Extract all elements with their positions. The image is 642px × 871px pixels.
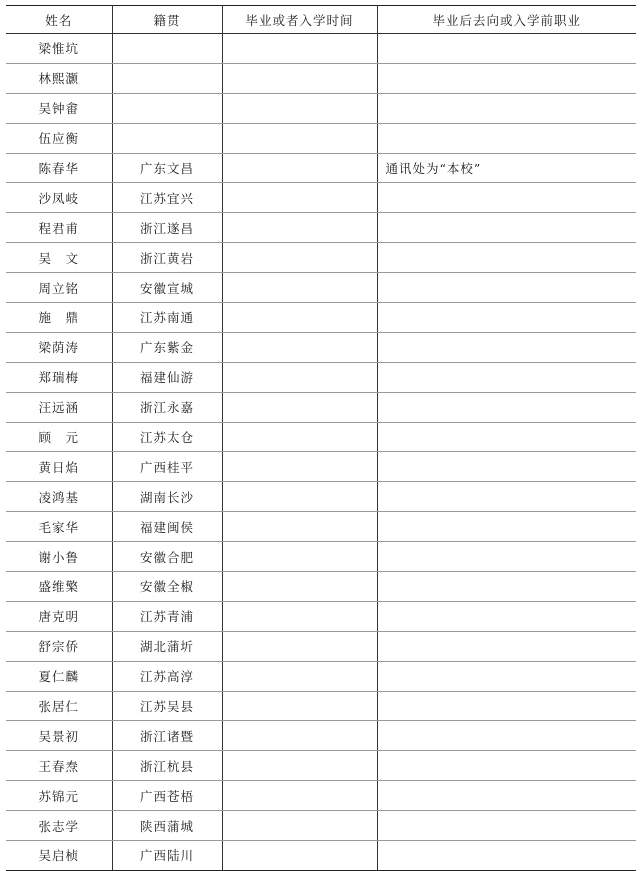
origin-cell: 广西陆川 [112,841,222,871]
career-cell [377,811,636,841]
name-cell: 谢小鲁 [6,542,112,572]
career-cell [377,63,636,93]
time-cell [222,482,377,512]
time-cell [222,691,377,721]
name-cell: 周立铭 [6,273,112,303]
table-row [6,213,636,243]
origin-cell: 江苏吴县 [112,691,222,721]
origin-cell: 浙江永嘉 [112,392,222,422]
table-row [6,332,636,362]
origin-cell [112,123,222,153]
time-cell [222,34,377,64]
career-cell [377,93,636,123]
origin-cell [112,34,222,64]
name-cell: 顾 元 [6,422,112,452]
table-row [6,34,636,64]
table-row [6,392,636,422]
name-cell: 汪远涵 [6,392,112,422]
table-row [6,303,636,333]
table-row [6,751,636,781]
career-cell [377,452,636,482]
origin-cell: 浙江遂昌 [112,213,222,243]
career-cell [377,243,636,273]
career-cell [377,721,636,751]
name-cell: 吴钟畬 [6,93,112,123]
origin-cell: 广西桂平 [112,452,222,482]
origin-cell [112,93,222,123]
student-table [6,5,636,871]
career-cell: 通讯处为“本校” [377,153,636,183]
origin-cell: 江苏宜兴 [112,183,222,213]
career-cell [377,572,636,602]
name-cell: 程君甫 [6,213,112,243]
table-row [6,93,636,123]
table-row [6,601,636,631]
time-cell [222,153,377,183]
origin-cell [112,63,222,93]
career-cell [377,841,636,871]
name-cell: 张居仁 [6,691,112,721]
table-row [6,691,636,721]
career-cell [377,303,636,333]
origin-cell: 浙江诸暨 [112,721,222,751]
table-row [6,153,636,183]
name-cell: 施 鼎 [6,303,112,333]
career-cell [377,362,636,392]
time-cell [222,572,377,602]
table-row [6,63,636,93]
name-cell: 舒宗侨 [6,631,112,661]
time-cell [222,781,377,811]
origin-cell: 浙江黄岩 [112,243,222,273]
time-cell [222,392,377,422]
career-cell [377,661,636,691]
origin-cell: 广东紫金 [112,332,222,362]
origin-cell: 广东文昌 [112,153,222,183]
header-origin: 籍贯 [112,6,222,34]
career-cell [377,542,636,572]
time-cell [222,661,377,691]
time-cell [222,213,377,243]
origin-cell: 陕西蒲城 [112,811,222,841]
career-cell [377,183,636,213]
origin-cell: 江苏南通 [112,303,222,333]
career-cell [377,392,636,422]
name-cell: 林熙灏 [6,63,112,93]
time-cell [222,362,377,392]
table-row [6,452,636,482]
origin-cell: 江苏高淳 [112,661,222,691]
name-cell: 王春焘 [6,751,112,781]
origin-cell: 江苏青浦 [112,601,222,631]
time-cell [222,811,377,841]
header-row [6,6,636,34]
career-cell [377,213,636,243]
name-cell: 沙凤岐 [6,183,112,213]
header-career: 毕业后去向或入学前职业 [377,6,636,34]
table-row [6,482,636,512]
table-row [6,572,636,602]
table-row [6,841,636,871]
career-cell [377,751,636,781]
name-cell: 伍应衡 [6,123,112,153]
table-row [6,721,636,751]
time-cell [222,601,377,631]
time-cell [222,303,377,333]
career-cell [377,482,636,512]
career-cell [377,34,636,64]
career-cell [377,691,636,721]
name-cell: 黄日焰 [6,452,112,482]
name-cell: 凌鸿基 [6,482,112,512]
name-cell: 盛维檠 [6,572,112,602]
time-cell [222,273,377,303]
origin-cell: 湖北蒲圻 [112,631,222,661]
table-row [6,542,636,572]
name-cell: 陈春华 [6,153,112,183]
table-row [6,243,636,273]
table-row [6,362,636,392]
origin-cell: 安徽合肥 [112,542,222,572]
time-cell [222,512,377,542]
table-row [6,811,636,841]
name-cell: 夏仁麟 [6,661,112,691]
time-cell [222,721,377,751]
name-cell: 吴启桢 [6,841,112,871]
origin-cell: 湖南长沙 [112,482,222,512]
career-cell [377,781,636,811]
career-cell [377,601,636,631]
time-cell [222,841,377,871]
origin-cell: 安徽宣城 [112,273,222,303]
table-row [6,123,636,153]
career-cell [377,123,636,153]
time-cell [222,452,377,482]
time-cell [222,93,377,123]
origin-cell: 浙江杭县 [112,751,222,781]
time-cell [222,183,377,213]
origin-cell: 福建仙游 [112,362,222,392]
table-row [6,661,636,691]
origin-cell: 广西苍梧 [112,781,222,811]
name-cell: 梁惟坑 [6,34,112,64]
name-cell: 郑瑞梅 [6,362,112,392]
table-body [6,34,636,871]
name-cell: 张志学 [6,811,112,841]
name-cell: 毛家华 [6,512,112,542]
career-cell [377,332,636,362]
time-cell [222,422,377,452]
name-cell: 吴景初 [6,721,112,751]
name-cell: 吴 文 [6,243,112,273]
origin-cell: 福建闽侯 [112,512,222,542]
header-name: 姓名 [6,6,112,34]
origin-cell: 安徽全椒 [112,572,222,602]
name-cell: 苏锦元 [6,781,112,811]
time-cell [222,332,377,362]
table-row [6,781,636,811]
table-row [6,512,636,542]
table-row [6,631,636,661]
time-cell [222,631,377,661]
career-cell [377,512,636,542]
time-cell [222,63,377,93]
career-cell [377,273,636,303]
table-row [6,273,636,303]
table-row [6,183,636,213]
table-row [6,422,636,452]
time-cell [222,123,377,153]
header-time: 毕业或者入学时间 [222,6,377,34]
name-cell: 梁荫涛 [6,332,112,362]
time-cell [222,243,377,273]
name-cell: 唐克明 [6,601,112,631]
origin-cell: 江苏太仓 [112,422,222,452]
career-cell [377,422,636,452]
time-cell [222,542,377,572]
table-header [6,6,636,34]
time-cell [222,751,377,781]
career-cell [377,631,636,661]
